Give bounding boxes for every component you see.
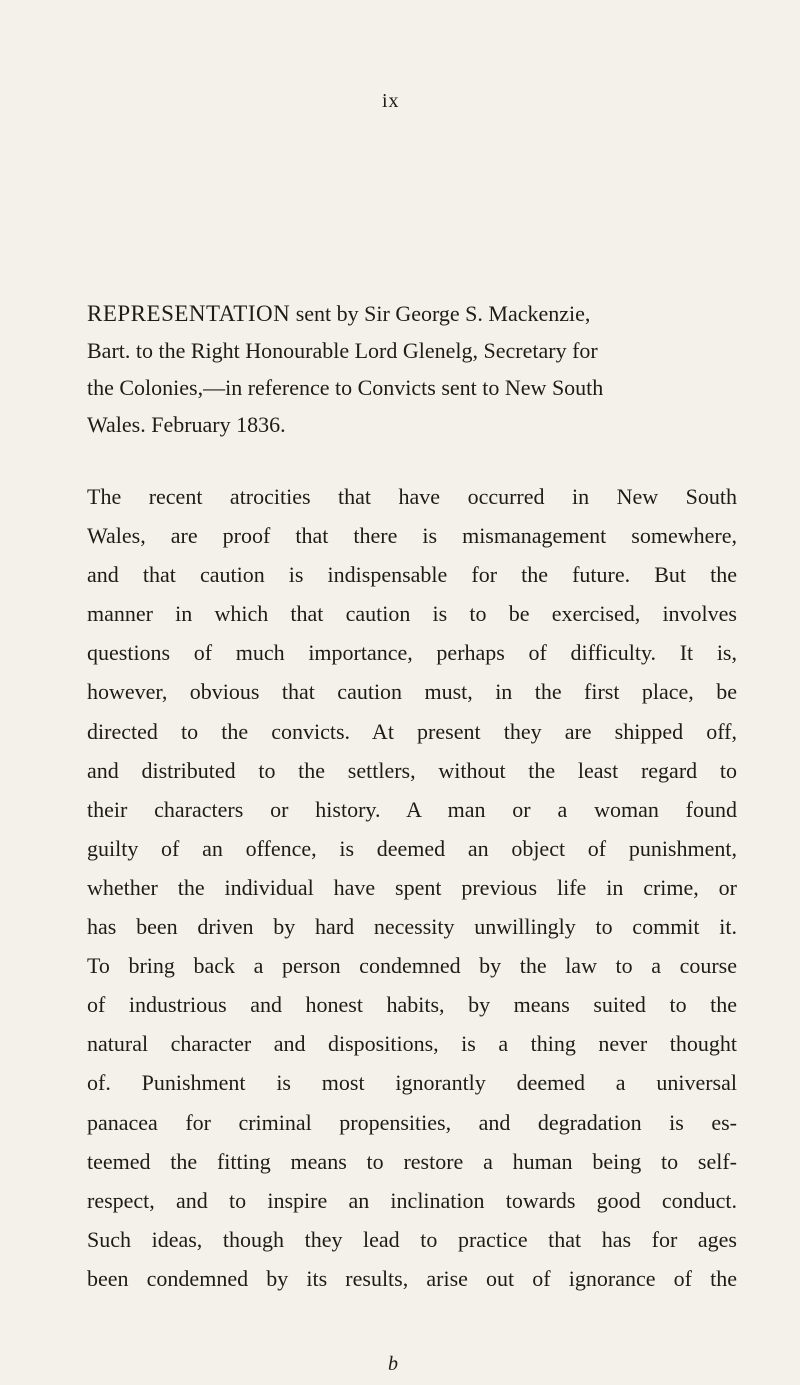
body-line-17: panacea for criminal propensities, and degradation is es- <box>87 1109 737 1135</box>
body-line-11: whether the individual have spent previous life in crime, or <box>87 874 737 900</box>
body-line-15: natural character and dispositions, is a thing never thought <box>87 1031 737 1057</box>
representation-heading <box>87 295 737 443</box>
body-line-7: directed to the convicts. At present they are shipped off, <box>87 718 737 744</box>
page-number: ix <box>382 90 400 112</box>
body-line-2: Wales, are proof that there is mismanagement somewhere, <box>87 523 737 549</box>
body-line-18: teemed the fitting means to restore a human being to self- <box>87 1148 737 1174</box>
body-line-16: of. Punishment is most ignorantly deemed a universal <box>87 1070 737 1096</box>
body-line-9: their characters or history. A man or a woman found <box>87 796 737 822</box>
body-line-10: guilty of an offence, is deemed an object of punishment, <box>87 835 737 861</box>
body-paragraph <box>87 477 737 1298</box>
heading-line-1 <box>87 295 737 332</box>
body-line-8: and distributed to the settlers, without the least regard to <box>87 757 737 783</box>
body-line-4: manner in which that caution is to be exercised, involves <box>87 601 737 627</box>
body-line-21: been condemned by its results, arise out of ignorance of the <box>87 1265 737 1291</box>
body-line-6: however, obvious that caution must, in the first place, be <box>87 679 737 705</box>
body-line-13: To bring back a person condemned by the law to a course <box>87 953 737 979</box>
body-line-14: of industrious and honest habits, by means suited to the <box>87 992 737 1018</box>
heading-lead: REPRESENTATION <box>87 301 291 326</box>
body-line-19: respect, and to inspire an inclination towards good conduct. <box>87 1187 737 1213</box>
body-line-1: The recent atrocities that have occurred in New South <box>87 484 737 509</box>
body-line-3: and that caution is indispensable for the future. But the <box>87 562 737 588</box>
heading-line-4: Wales. February 1836. <box>87 412 286 437</box>
body-line-5: questions of much importance, perhaps of difficulty. It is, <box>87 640 737 666</box>
signature-mark: b <box>388 1353 398 1375</box>
body-line-20: Such ideas, though they lead to practice that has for ages <box>87 1226 737 1252</box>
body-line-12: has been driven by hard necessity unwillingly to commit it. <box>87 914 737 940</box>
heading-line-2: Bart. to the Right Honourable Lord Glenelg, Secretary for <box>87 338 598 363</box>
heading-line-1-rest: sent by Sir George S. Mackenzie, <box>290 301 591 326</box>
heading-line-3: the Colonies,—in reference to Convicts sent to New South <box>87 375 604 400</box>
